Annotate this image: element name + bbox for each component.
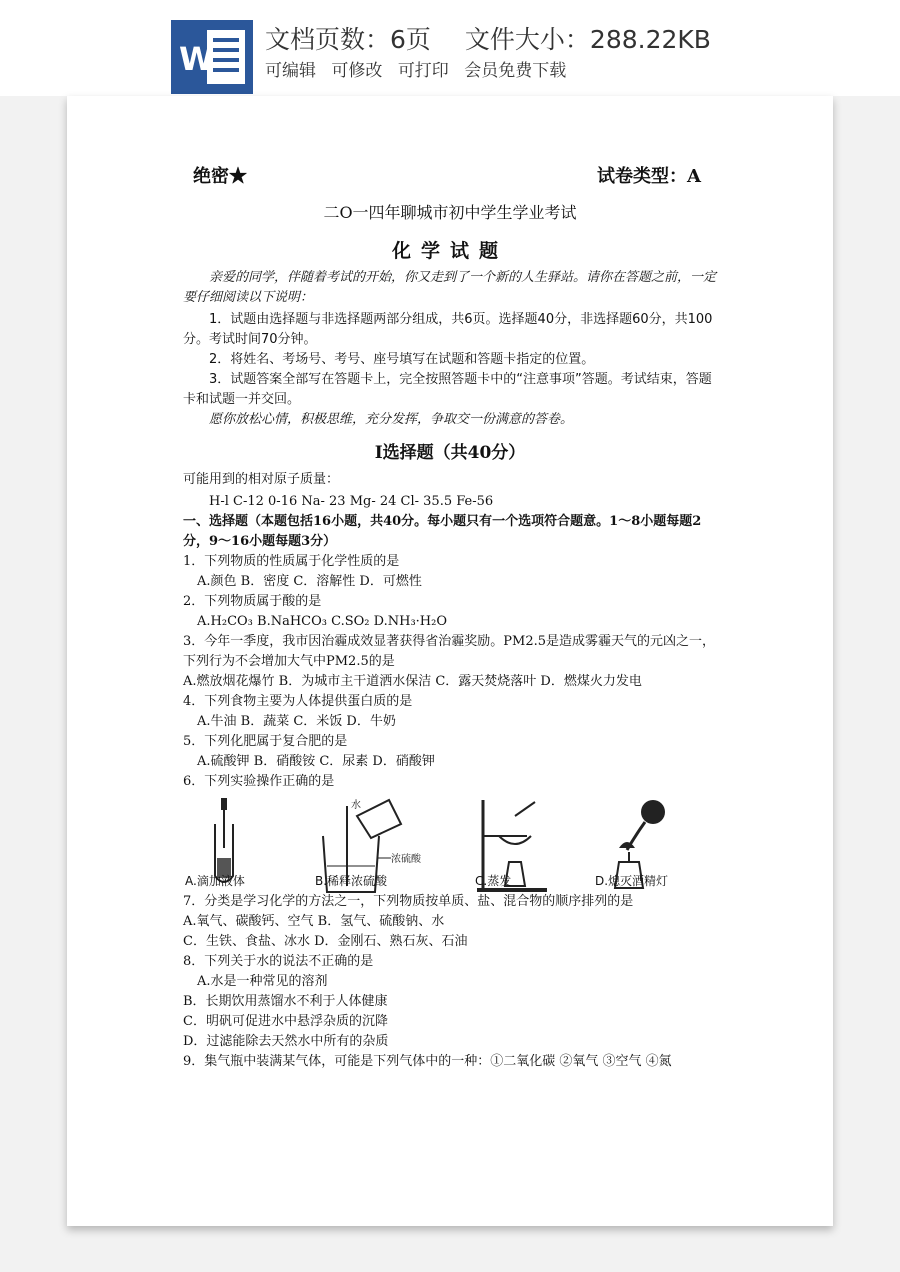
header-banner <box>0 0 900 96</box>
exam-title: 二O一四年聊城市初中学生学业考试 <box>323 203 577 222</box>
question-1-options: A.颜色 B．密度 C．溶解性 D．可燃性 <box>197 574 422 589</box>
subject-title: 化学试题 <box>391 240 508 262</box>
question-list <box>183 552 723 792</box>
question-5: 5．下列化肥属于复合肥的是 <box>183 734 348 749</box>
closing-wish: 愿你放松心情，积极思维，充分发挥，争取交一份满意的答卷。 <box>209 412 574 427</box>
figure-a-label: A.滴加液体 <box>185 874 245 888</box>
atomic-mass-label: 可能用到的相对原子质量： <box>183 472 340 487</box>
question-4: 4．下列食物主要为人体提供蛋白质的是 <box>183 694 413 709</box>
question-6: 6．下列实验操作正确的是 <box>183 774 335 789</box>
question-list-2 <box>183 892 723 1072</box>
question-7-options-1: A.氧气、碳酸钙、空气 B．氢气、硫酸钠、水 <box>183 914 445 929</box>
page-count: 文档页数：6页 <box>265 25 431 54</box>
question-8-option-c: C．明矾可促进水中悬浮杂质的沉降 <box>183 1014 388 1029</box>
question-7: 7．分类是学习化学的方法之一，下列物质按单质、盐、混合物的顺序排列的是 <box>183 894 634 909</box>
figure-d-label: D.熄灭酒精灯 <box>595 874 669 888</box>
feature-list <box>265 56 576 81</box>
instruction-2: 2．将姓名、考场号、考号、座号填写在试题和答题卡指定的位置。 <box>209 352 595 367</box>
atomic-masses: H-l C-12 0-16 Na- 23 Mg- 24 Cl- 35.5 Fe-56 <box>209 494 494 509</box>
question-8-option-a: A.水是一种常见的溶剂 <box>197 974 328 989</box>
part-one-header: 一、选择题（本题包括16小题，共40分。每小题只有一个选项符合题意。1～8小题每题2分，9～16小题每题3分） <box>183 514 702 549</box>
instruction-3: 3．试题答案全部写在答题卡上，完全按照答题卡中的“注意事项”答题。考试结束，答题卡和试题一并交回。 <box>183 372 712 407</box>
question-5-options: A.硫酸钾 B．硝酸铵 C．尿素 D．硝酸钾 <box>197 754 435 769</box>
document-page <box>67 96 833 1226</box>
figure-acid-label: 浓硫酸 <box>391 854 421 865</box>
figure-c-label: C.蒸发 <box>475 874 512 888</box>
question-4-options: A.牛油 B．蔬菜 C．米饭 D．牛奶 <box>197 714 396 729</box>
feature-editable: 可编辑 <box>265 61 316 81</box>
figure-water-label: 水 <box>351 800 361 811</box>
question-3: 3．今年一季度，我市因治霾成效显著获得省治霾奖励。PM2.5是造成雾霾天气的元凶之一，下列行为不会增加大气中PM2.5的是 <box>183 634 716 669</box>
question-7-options-2: C．生铁、食盐、冰水 D．金刚石、熟石灰、石油 <box>183 934 468 949</box>
question-2-options: A.H₂CO₃ B.NaHCO₃ C.SO₂ D.NH₃·H₂O <box>197 614 447 629</box>
figure-b-label: B.稀释浓硫酸 <box>315 874 388 888</box>
question-8: 8．下列关于水的说法不正确的是 <box>183 954 374 969</box>
question-9: 9．集气瓶中装满某气体，可能是下列气体中的一种：①二氧化碳 ②氧气 ③空气 ④氮 <box>183 1054 672 1069</box>
question-1: 1．下列物质的性质属于化学性质的是 <box>183 554 400 569</box>
question-8-option-b: B．长期饮用蒸馏水不利于人体健康 <box>183 994 388 1009</box>
feature-modifiable: 可修改 <box>331 61 383 81</box>
secret-mark: 绝密★ <box>193 166 247 187</box>
question-2: 2．下列物质属于酸的是 <box>183 594 322 609</box>
question-3-options: A.燃放烟花爆竹 B．为城市主干道洒水保洁 C．露天焚烧落叶 D．燃煤火力发电 <box>183 674 642 689</box>
word-doc-icon <box>171 20 253 94</box>
file-info <box>265 20 711 56</box>
question-8-option-d: D．过滤能除去天然水中所有的杂质 <box>183 1034 389 1049</box>
word-letter: W <box>179 40 215 78</box>
section-title: Ⅰ选择题（共40分） <box>374 443 526 463</box>
intro-paragraph: 亲爱的同学，伴随着考试的开始，你又走到了一个新的人生驿站。请你在答题之前，一定要仔细阅读以下说明： <box>183 270 717 305</box>
feature-download[interactable]: 会员免费下载 <box>464 61 567 81</box>
page-top-row <box>193 162 701 188</box>
file-size: 文件大小：288.22KB <box>464 25 711 54</box>
feature-printable: 可打印 <box>397 61 449 81</box>
paper-type: 试卷类型：A <box>597 166 701 187</box>
instruction-1: 1．试题由选择题与非选择题两部分组成，共6页。选择题40分，非选择题60分，共100分。考试时间70分钟。 <box>183 312 713 347</box>
